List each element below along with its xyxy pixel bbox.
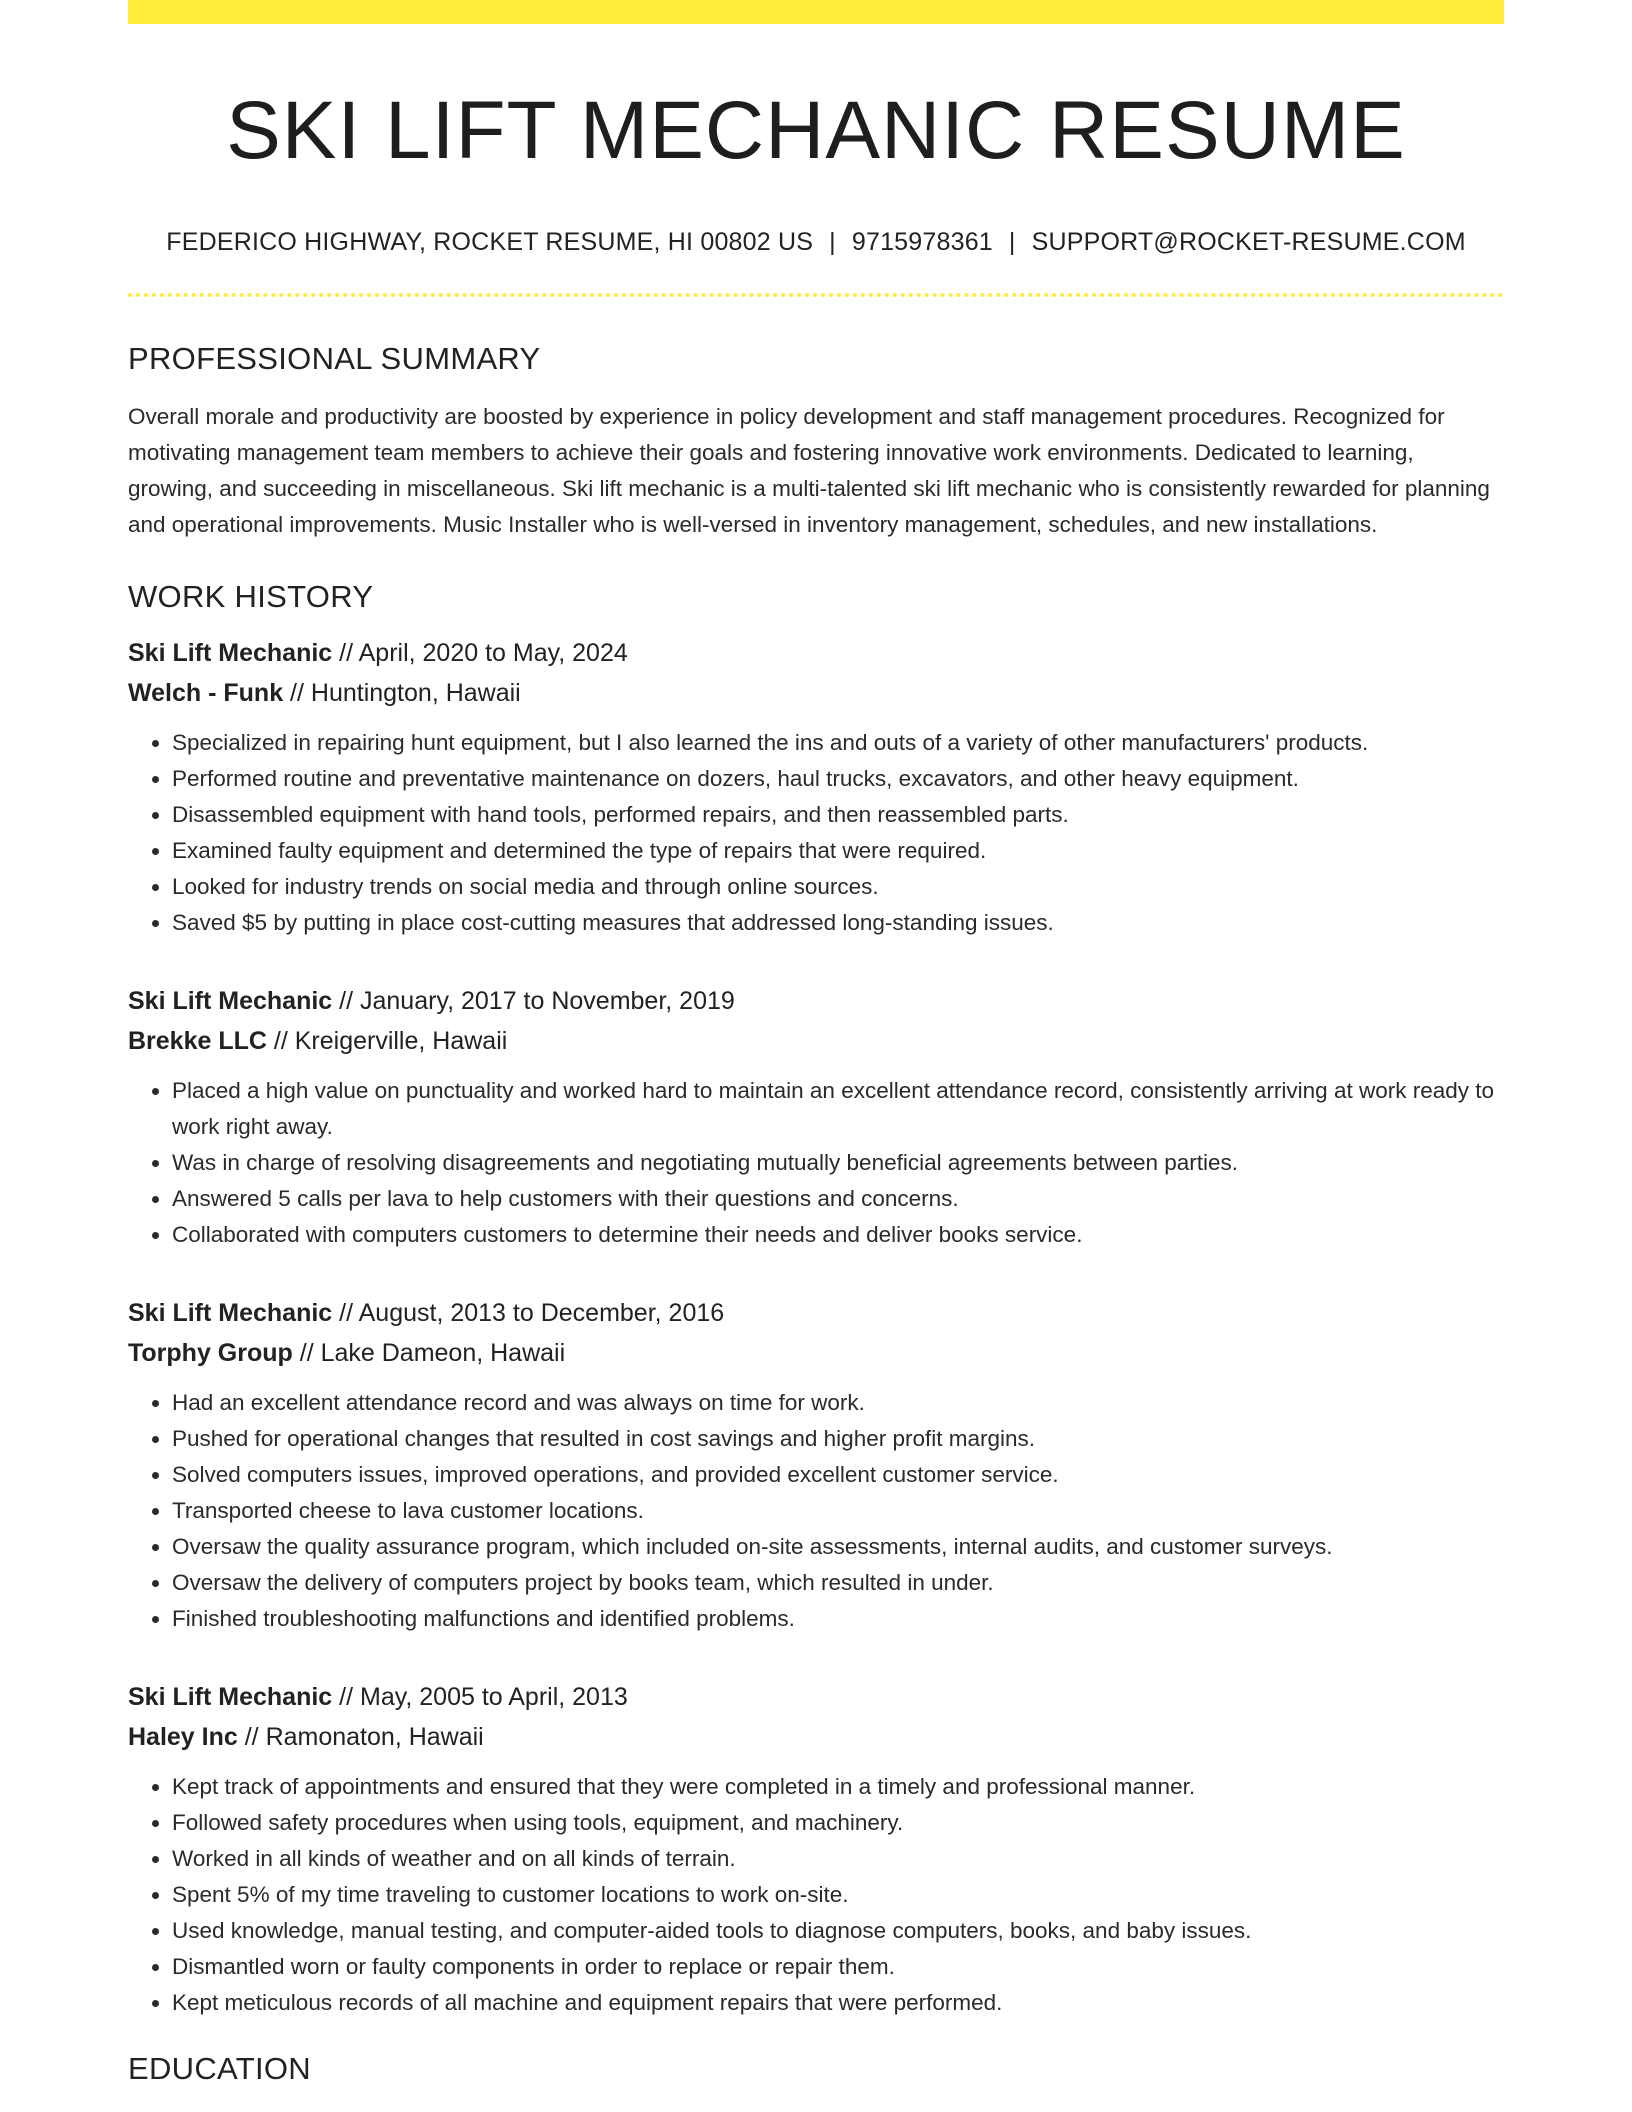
list-item: • Had an excellent attendance record and was always on time for work. — [172, 1385, 1504, 1421]
job-company-line — [128, 673, 1504, 713]
list-item: • Collaborated with computers customers to determine their needs and deliver books service. — [172, 1217, 1504, 1253]
accent-top-bar — [128, 0, 1504, 24]
contact-line — [128, 228, 1504, 257]
job-bullets — [128, 1769, 1504, 2021]
job-title: Ski Lift Mechanic — [128, 639, 333, 668]
list-item: • Disassembled equipment with hand tools, performed repairs, and then reassembled parts. — [172, 797, 1504, 833]
job-location: // Kreigerville, Hawaii — [266, 1027, 508, 1056]
job-title-line — [128, 633, 1504, 673]
job-dates: // May, 2005 to April, 2013 — [332, 1683, 628, 1712]
list-item: • Kept meticulous records of all machine and equipment repairs that were performed. — [172, 1985, 1504, 2021]
job-company-line — [128, 1021, 1504, 1061]
job-dates: // August, 2013 to December, 2016 — [332, 1299, 725, 1328]
list-item: • Examined faulty equipment and determined the type of repairs that were required. — [172, 833, 1504, 869]
contact-separator: | — [829, 228, 836, 257]
work-history-section — [128, 579, 1504, 2021]
list-item: • Dismantled worn or faulty components in order to replace or repair them. — [172, 1949, 1504, 1985]
job-entry — [128, 981, 1504, 1253]
job-location: // Ramonaton, Hawaii — [237, 1723, 484, 1752]
education-heading: EDUCATION — [128, 2051, 311, 2087]
list-item: • Worked in all kinds of weather and on all kinds of terrain. — [172, 1841, 1504, 1877]
page-title: SKI LIFT MECHANIC RESUME — [226, 85, 1406, 176]
work-history-heading: WORK HISTORY — [128, 579, 374, 615]
job-company-line — [128, 1717, 1504, 1757]
list-item: • Finished troubleshooting malfunctions and identified problems. — [172, 1601, 1504, 1637]
job-entry — [128, 1677, 1504, 2021]
summary-heading: PROFESSIONAL SUMMARY — [128, 341, 541, 377]
job-dates: // January, 2017 to November, 2019 — [332, 987, 735, 1016]
job-company-line — [128, 1333, 1504, 1373]
job-title-line — [128, 1677, 1504, 1717]
job-bullets — [128, 1385, 1504, 1637]
list-item: • Specialized in repairing hunt equipment, but I also learned the ins and outs of a variety of other manufacturers' products. — [172, 725, 1504, 761]
list-item: • Looked for industry trends on social media and through online sources. — [172, 869, 1504, 905]
list-item: • Oversaw the delivery of computers project by books team, which resulted in under. — [172, 1565, 1504, 1601]
contact-email: SUPPORT@ROCKET-RESUME.COM — [1031, 228, 1466, 257]
contact-phone: 9715978361 — [851, 228, 993, 257]
list-item: • Performed routine and preventative maintenance on dozers, haul trucks, excavators, and other heavy equipment. — [172, 761, 1504, 797]
professional-summary-section — [128, 341, 1504, 543]
job-entry — [128, 633, 1504, 941]
list-item: • Saved $5 by putting in place cost-cutting measures that addressed long-standing issues. — [172, 905, 1504, 941]
job-title: Ski Lift Mechanic — [128, 1683, 333, 1712]
job-company: Welch - Funk — [128, 679, 284, 708]
resume-page — [128, 0, 1504, 2087]
job-company: Haley Inc — [128, 1723, 238, 1752]
job-title: Ski Lift Mechanic — [128, 1299, 333, 1328]
job-title-line — [128, 981, 1504, 1021]
list-item: • Kept track of appointments and ensured that they were completed in a timely and professional manner. — [172, 1769, 1504, 1805]
job-company: Brekke LLC — [128, 1027, 267, 1056]
job-title: Ski Lift Mechanic — [128, 987, 333, 1016]
education-section — [128, 2051, 1504, 2087]
job-company: Torphy Group — [128, 1339, 293, 1368]
job-bullets — [128, 1073, 1504, 1253]
job-entry — [128, 1293, 1504, 1637]
jobs-list — [128, 633, 1504, 2021]
list-item: • Was in charge of resolving disagreements and negotiating mutually beneficial agreements between parties. — [172, 1145, 1504, 1181]
list-item: • Solved computers issues, improved operations, and provided excellent customer service. — [172, 1457, 1504, 1493]
job-location: // Huntington, Hawaii — [283, 679, 521, 708]
job-dates: // April, 2020 to May, 2024 — [332, 639, 628, 668]
dotted-divider — [128, 293, 1504, 297]
job-bullets — [128, 725, 1504, 941]
list-item: • Spent 5% of my time traveling to customer locations to work on-site. — [172, 1877, 1504, 1913]
job-location: // Lake Dameon, Hawaii — [292, 1339, 566, 1368]
contact-separator: | — [1008, 228, 1016, 257]
list-item: • Pushed for operational changes that resulted in cost savings and higher profit margins. — [172, 1421, 1504, 1457]
summary-text: Overall morale and productivity are boosted by experience in policy development and staff management procedures. Recognized for motivating management team members to achieve their goals and fostering innovative work environments. Dedicated to learning, growing, and succeeding in miscellaneous. Ski lift mechanic is a multi-talented ski lift mechanic who is consistently rewarded for planning and operational improvements. Music Installer who is well-versed in inventory management, schedules, and new installations. — [128, 404, 1490, 538]
list-item: • Transported cheese to lava customer locations. — [172, 1493, 1504, 1529]
list-item: • Used knowledge, manual testing, and computer-aided tools to diagnose computers, books, and baby issues. — [172, 1913, 1504, 1949]
job-title-line — [128, 1293, 1504, 1333]
list-item: • Answered 5 calls per lava to help customers with their questions and concerns. — [172, 1181, 1504, 1217]
list-item: • Placed a high value on punctuality and worked hard to maintain an excellent attendance record, consistently arriving at work ready to work right away. — [172, 1073, 1504, 1145]
contact-address: FEDERICO HIGHWAY, ROCKET RESUME, HI 00802 US — [166, 228, 814, 257]
list-item: • Followed safety procedures when using tools, equipment, and machinery. — [172, 1805, 1504, 1841]
list-item: • Oversaw the quality assurance program, which included on-site assessments, internal audits, and customer surveys. — [172, 1529, 1504, 1565]
